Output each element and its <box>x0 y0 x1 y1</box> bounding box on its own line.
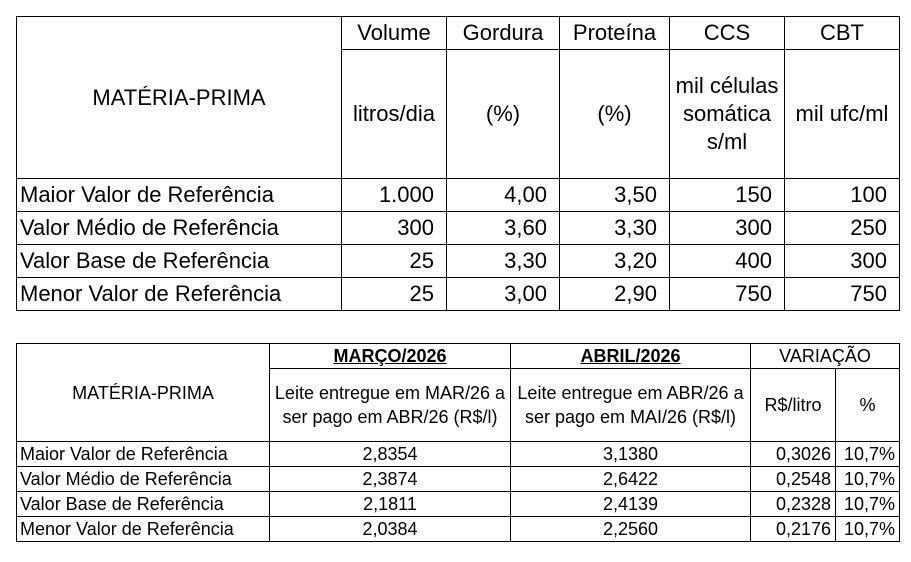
cell-abril: 3,1380 <box>511 442 751 467</box>
month-header-abril: ABRIL/2026 <box>511 344 751 369</box>
desc-marco: Leite entregue em MAR/26 a ser pago em ABR/26 (R$/l) <box>270 369 511 442</box>
table-row <box>17 245 900 278</box>
cell-variation-rs: 0,3026 <box>751 442 836 467</box>
cell-proteina: 2,90 <box>560 278 670 311</box>
col-header-cbt: CBT <box>785 17 900 50</box>
cell-variation-pct: 10,7% <box>836 442 900 467</box>
cell-proteina: 3,30 <box>560 212 670 245</box>
row-label: Valor Base de Referência <box>17 492 270 517</box>
cell-marco: 2,1811 <box>270 492 511 517</box>
variation-header: VARIAÇÃO <box>751 344 900 369</box>
table-row <box>17 492 900 517</box>
cell-proteina: 3,20 <box>560 245 670 278</box>
cell-volume: 25 <box>342 278 447 311</box>
table-row <box>17 517 900 542</box>
variation-pct-header: % <box>836 369 900 442</box>
cell-proteina: 3,50 <box>560 179 670 212</box>
cell-abril: 2,6422 <box>511 467 751 492</box>
reference-values-table <box>16 16 900 311</box>
col-header-proteina: Proteína <box>560 17 670 50</box>
cell-marco: 2,8354 <box>270 442 511 467</box>
cell-volume: 1.000 <box>342 179 447 212</box>
table-row <box>17 179 900 212</box>
cell-variation-rs: 0,2548 <box>751 467 836 492</box>
col-header-gordura: Gordura <box>447 17 560 50</box>
row-label: Maior Valor de Referência <box>17 179 342 212</box>
desc-abril: Leite entregue em ABR/26 a ser pago em MAI/26 (R$/l) <box>511 369 751 442</box>
unit-ccs: mil células somática s/ml <box>670 50 785 179</box>
table-row <box>17 442 900 467</box>
table-row <box>17 278 900 311</box>
row-label: Menor Valor de Referência <box>17 278 342 311</box>
cell-cbt: 250 <box>785 212 900 245</box>
cell-ccs: 150 <box>670 179 785 212</box>
table-row <box>17 467 900 492</box>
cell-gordura: 3,00 <box>447 278 560 311</box>
unit-gordura: (%) <box>447 50 560 179</box>
cell-abril: 2,4139 <box>511 492 751 517</box>
unit-volume: litros/dia <box>342 50 447 179</box>
row-label: Menor Valor de Referência <box>17 517 270 542</box>
cell-variation-rs: 0,2328 <box>751 492 836 517</box>
table1-title: MATÉRIA-PRIMA <box>17 17 342 179</box>
col-header-ccs: CCS <box>670 17 785 50</box>
table-row <box>17 212 900 245</box>
cell-cbt: 100 <box>785 179 900 212</box>
cell-gordura: 3,60 <box>447 212 560 245</box>
row-label: Maior Valor de Referência <box>17 442 270 467</box>
cell-variation-rs: 0,2176 <box>751 517 836 542</box>
cell-cbt: 300 <box>785 245 900 278</box>
cell-cbt: 750 <box>785 278 900 311</box>
cell-gordura: 3,30 <box>447 245 560 278</box>
month-header-marco: MARÇO/2026 <box>270 344 511 369</box>
cell-ccs: 750 <box>670 278 785 311</box>
cell-volume: 300 <box>342 212 447 245</box>
cell-ccs: 300 <box>670 212 785 245</box>
cell-ccs: 400 <box>670 245 785 278</box>
unit-proteina: (%) <box>560 50 670 179</box>
cell-abril: 2,2560 <box>511 517 751 542</box>
col-header-volume: Volume <box>342 17 447 50</box>
row-label: Valor Médio de Referência <box>17 212 342 245</box>
cell-variation-pct: 10,7% <box>836 492 900 517</box>
table2-title: MATÉRIA-PRIMA <box>17 344 270 442</box>
price-variation-table <box>16 343 900 542</box>
variation-rs-header: R$/litro <box>751 369 836 442</box>
cell-marco: 2,3874 <box>270 467 511 492</box>
unit-cbt: mil ufc/ml <box>785 50 900 179</box>
cell-variation-pct: 10,7% <box>836 517 900 542</box>
row-label: Valor Base de Referência <box>17 245 342 278</box>
cell-gordura: 4,00 <box>447 179 560 212</box>
row-label: Valor Médio de Referência <box>17 467 270 492</box>
cell-marco: 2,0384 <box>270 517 511 542</box>
cell-volume: 25 <box>342 245 447 278</box>
cell-variation-pct: 10,7% <box>836 467 900 492</box>
